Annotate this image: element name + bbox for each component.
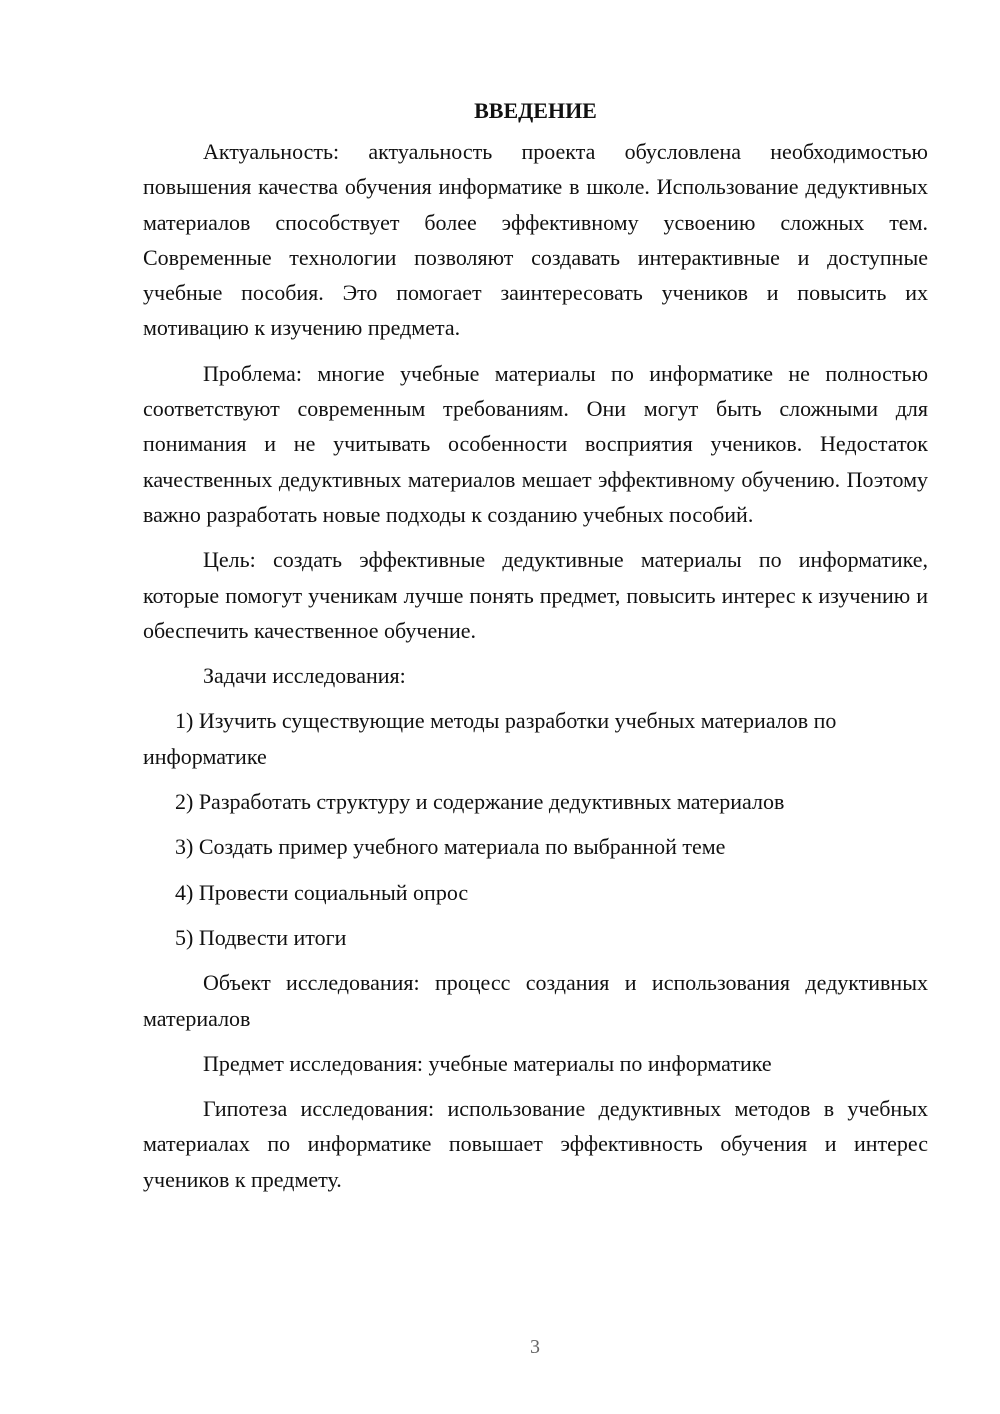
list-item: 5) Подвести итоги: [175, 924, 347, 950]
tasks-list: [143, 703, 928, 955]
paragraph-problem: Проблема: многие учебные материалы по информатике не полностью соответствуют современным требованиям. Они могут быть сложными для понимания и не учитывать особенности восприятия учеников. Недостаток качественных дедуктивных материалов мешает эффективному обучению. Поэтому важно разработать новые подходы к созданию учебных пособий.: [143, 360, 928, 527]
paragraph-subject: Предмет исследования: учебные материалы по информатике: [203, 1050, 772, 1076]
list-item: 3) Создать пример учебного материала по выбранной теме: [175, 834, 726, 860]
list-item: 4) Провести социальный опрос: [175, 879, 469, 905]
list-item: 1) Изучить существующие методы разработки учебных материалов по информатике: [143, 708, 837, 769]
paragraph-object: Объект исследования: процесс создания и использования дедуктивных материалов: [143, 970, 928, 1031]
paragraph-hypothesis: Гипотеза исследования: использование дедуктивных методов в учебных материалах по информатике повышает эффективность обучения и интерес учеников к предмету.: [143, 1096, 928, 1192]
list-item: 2) Разработать структуру и содержание дедуктивных материалов: [175, 789, 785, 815]
paragraph-tasks-title: Задачи исследования:: [203, 663, 406, 689]
page-number: 3: [530, 1336, 540, 1358]
section-heading: ВВЕДЕНИЕ: [474, 98, 597, 123]
paragraph-relevance: Актуальность: актуальность проекта обусловлена необходимостью повышения качества обучения информатике в школе. Использование дедуктивных материалов способствует более эффективному усвоению сложных тем. Современные технологии позволяют создавать интерактивные и доступные учебные пособия. Это помогает заинтересовать учеников и повысить их мотивацию к изучению предмета.: [143, 139, 928, 341]
paragraph-goal: Цель: создать эффективные дедуктивные материалы по информатике, которые помогут ученикам лучше понять предмет, повысить интерес к изучению и обеспечить качественное обучение.: [143, 547, 928, 643]
page-content: [143, 96, 928, 1207]
